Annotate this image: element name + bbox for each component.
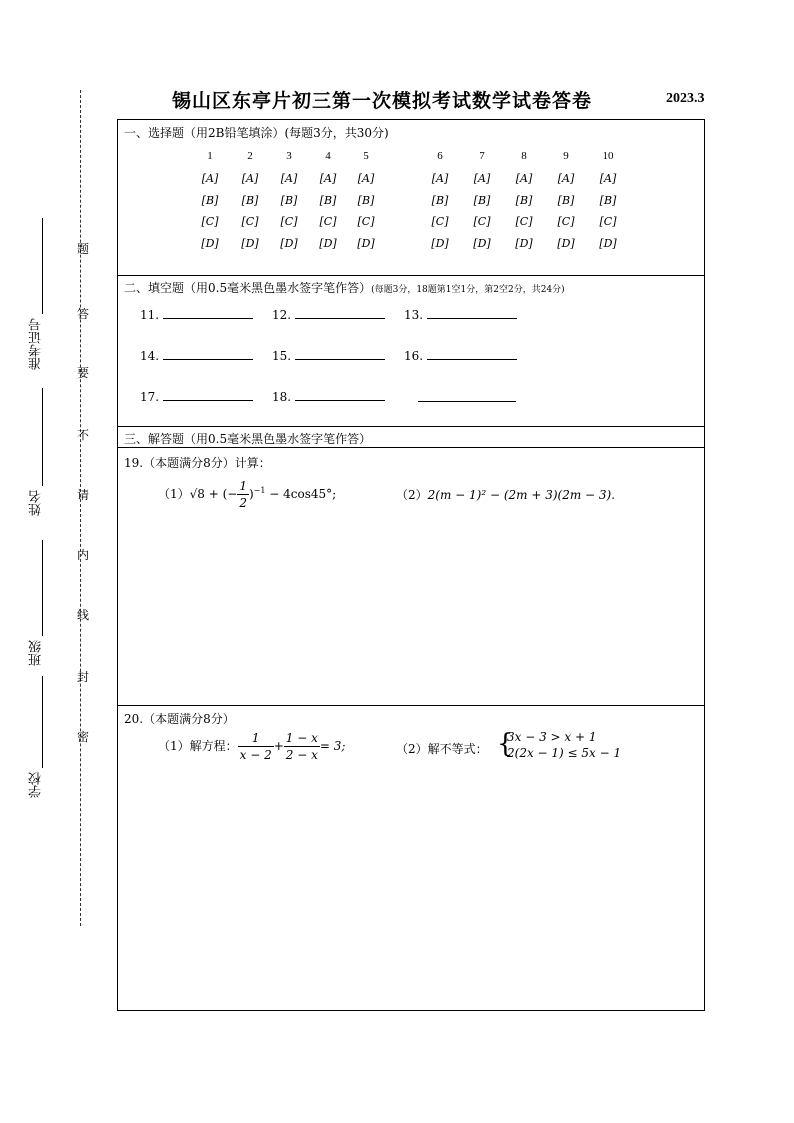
q20-fraction-1: $\frac{1}{x - 2}$ [239, 731, 272, 762]
q19-part2: （2）2(m − 1)² − (2m + 3)(2m − 3). [396, 488, 616, 502]
mc-option-bubble[interactable]: [D] [515, 236, 533, 250]
binding-char: 封 [76, 670, 89, 684]
mc-option-bubble[interactable]: [A] [473, 172, 491, 185]
school-label: 学校 [29, 772, 44, 798]
binding-dashed-line [80, 90, 81, 926]
mc-option-bubble[interactable]: [A] [515, 172, 533, 185]
q20-answer-area[interactable] [118, 766, 704, 1010]
mc-option-bubble[interactable]: [C] [280, 215, 298, 228]
mc-option-bubble[interactable]: [C] [357, 215, 375, 228]
page-title: 锡山区东亭片初三第一次模拟考试数学试卷答卷 [172, 90, 593, 112]
q19-answer-area[interactable] [118, 510, 704, 704]
blank-11[interactable]: 11. [140, 306, 253, 322]
mc-option-bubble[interactable]: [D] [280, 236, 298, 250]
binding-char: 答 [76, 307, 89, 321]
id-number-line [42, 218, 43, 314]
binding-char: 密 [76, 730, 89, 744]
mc-option-bubble[interactable]: [D] [599, 236, 617, 250]
section2-title: 二、填空题（用0.5毫米黑色墨水签字笔作答）(每题3分，18题第1空1分，第2空2分，共24分) [124, 281, 565, 295]
mc-option-bubble[interactable]: [D] [201, 236, 219, 250]
mc-option-bubble[interactable]: [C] [241, 215, 259, 228]
blank-13[interactable]: 13. [404, 306, 517, 322]
blank-16[interactable]: 16. [404, 347, 517, 363]
mc-option-bubble[interactable]: [C] [515, 215, 533, 228]
mc-option-bubble[interactable]: [B] [599, 193, 617, 207]
mc-option-bubble[interactable]: [D] [431, 236, 449, 250]
mc-option-bubble[interactable]: [C] [557, 215, 575, 228]
blank-15[interactable]: 15. [272, 347, 385, 363]
q20-inequality-2: 2(2x − 1) ≤ 5x − 1 [507, 746, 622, 760]
q20-header: 20.（本题满分8分） [124, 712, 235, 726]
mc-option-bubble[interactable]: [D] [473, 236, 491, 250]
q20-part2-label: （2）解不等式： [396, 742, 488, 756]
name-line [42, 388, 43, 486]
exam-date: 2023.3 [666, 91, 705, 106]
class-label: 班级 [29, 640, 44, 666]
binding-char: 要 [76, 366, 89, 380]
mc-question-number: 1 [207, 150, 213, 162]
mc-option-bubble[interactable]: [D] [319, 236, 337, 250]
mc-option-bubble[interactable]: [D] [241, 236, 259, 250]
mc-option-bubble[interactable]: [B] [557, 193, 575, 207]
mc-option-bubble[interactable]: [D] [557, 236, 575, 250]
class-line [42, 540, 43, 636]
mc-question-number: 10 [602, 150, 614, 162]
binding-char: 题 [76, 242, 89, 256]
blank-12[interactable]: 12. [272, 306, 385, 322]
binding-char: 不 [76, 428, 89, 442]
section3-title: 三、解答题（用0.5毫米黑色墨水签字笔作答） [124, 432, 372, 446]
mc-option-bubble[interactable]: [A] [431, 172, 449, 185]
q20-fraction-2: $\frac{1 - x}{2 - x}$ [285, 731, 318, 762]
mc-option-bubble[interactable]: [A] [557, 172, 575, 185]
mc-option-bubble[interactable]: [B] [201, 193, 219, 207]
mc-option-bubble[interactable]: [A] [280, 172, 298, 185]
mc-option-bubble[interactable]: [C] [201, 215, 219, 228]
mc-option-bubble[interactable]: [B] [319, 193, 337, 207]
mc-option-bubble[interactable]: [B] [473, 193, 491, 207]
section-divider [117, 447, 705, 448]
section-divider [117, 426, 705, 427]
mc-option-bubble[interactable]: [C] [319, 215, 337, 228]
section1-title: 一、选择题（用2B铅笔填涂）(每题3分，共30分) [124, 126, 389, 140]
q19-part1: （1）√8 + (− $\frac{1}{2}$ )$^{-1}$ − 4cos45°; [158, 479, 337, 510]
mc-option-bubble[interactable]: [B] [280, 193, 298, 207]
q20-part1: （1）解方程： $\frac{1}{x - 2}$ + $\frac{1 - x}{2 - x}$ = 3; [158, 731, 346, 762]
q20-inequality-1: 3x − 3 > x + 1 [507, 730, 597, 744]
q19-header: 19.（本题满分8分）计算： [124, 456, 271, 470]
mc-option-bubble[interactable]: [B] [357, 193, 375, 207]
q19-fraction: $\frac{1}{2}$ [239, 479, 247, 510]
blank-17[interactable]: 17. [140, 388, 253, 404]
binding-char: 内 [76, 548, 89, 562]
mc-option-bubble[interactable]: [B] [241, 193, 259, 207]
mc-question-number: 8 [521, 150, 527, 162]
mc-option-bubble[interactable]: [C] [599, 215, 617, 228]
mc-option-bubble[interactable]: [C] [431, 215, 449, 228]
mc-option-bubble[interactable]: [C] [473, 215, 491, 228]
school-line [42, 676, 43, 768]
mc-question-number: 9 [563, 150, 569, 162]
mc-question-number: 3 [286, 150, 292, 162]
mc-question-number: 5 [363, 150, 369, 162]
section-divider [117, 275, 705, 276]
section-divider [117, 705, 705, 706]
q20-brace: { [497, 729, 514, 759]
binding-char: 请 [76, 488, 89, 502]
mc-option-bubble[interactable]: [B] [431, 193, 449, 207]
mc-option-bubble[interactable]: [A] [201, 172, 219, 185]
mc-option-bubble[interactable]: [A] [599, 172, 617, 185]
mc-question-number: 2 [247, 150, 253, 162]
blank-18-second[interactable] [418, 401, 516, 402]
mc-option-bubble[interactable]: [D] [357, 236, 375, 250]
mc-question-number: 7 [479, 150, 485, 162]
mc-option-bubble[interactable]: [B] [515, 193, 533, 207]
binding-char: 线 [76, 608, 89, 622]
mc-question-number: 4 [325, 150, 331, 162]
mc-question-number: 6 [437, 150, 443, 162]
name-label: 姓名 [29, 490, 44, 516]
mc-option-bubble[interactable]: [A] [357, 172, 375, 185]
blank-18[interactable]: 18. [272, 388, 385, 404]
blank-14[interactable]: 14. [140, 347, 253, 363]
id-number-label: 准考证号 [29, 318, 44, 370]
mc-option-bubble[interactable]: [A] [319, 172, 337, 185]
mc-option-bubble[interactable]: [A] [241, 172, 259, 185]
